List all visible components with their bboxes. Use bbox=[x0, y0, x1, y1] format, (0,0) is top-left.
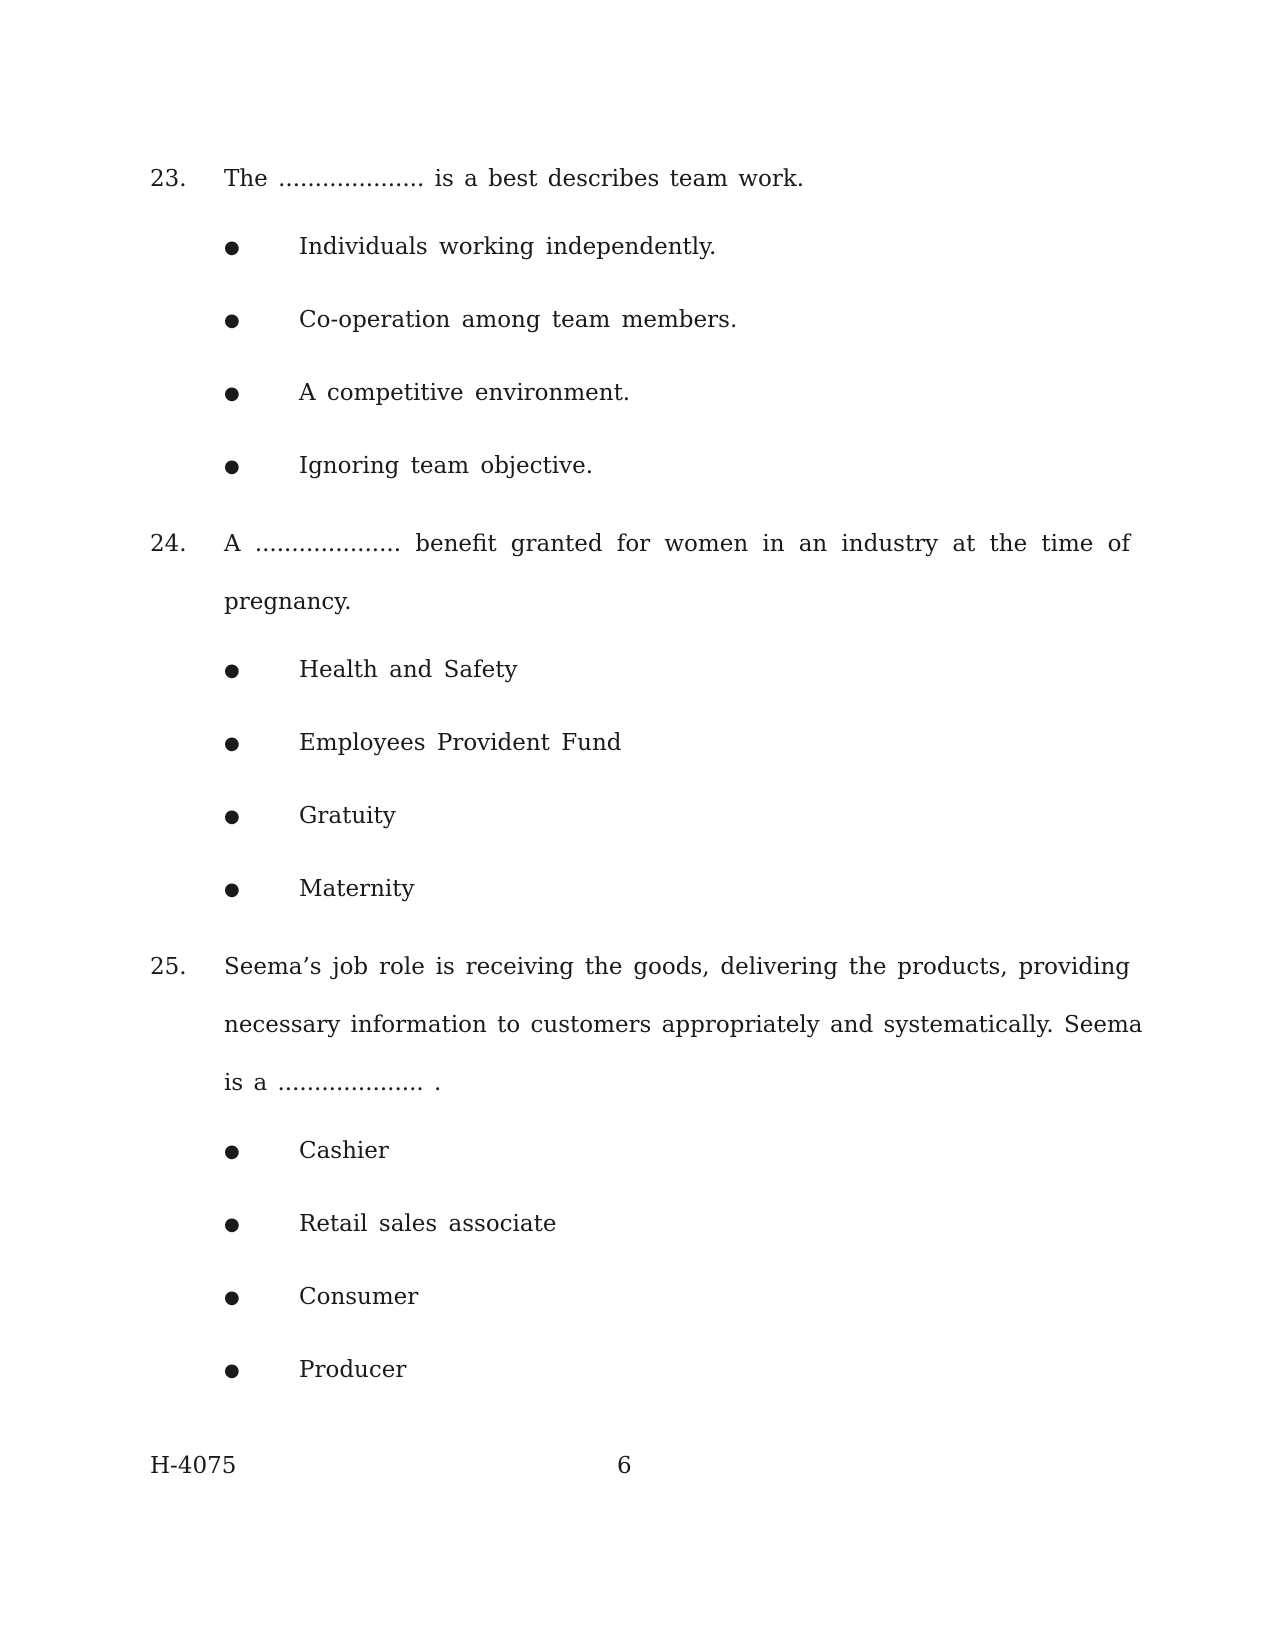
question-text-line: The .................... is a best describes team work. bbox=[224, 166, 805, 192]
option-item bbox=[150, 1188, 1130, 1261]
option-item bbox=[150, 430, 1130, 503]
option-label: Consumer bbox=[299, 1284, 419, 1310]
bullet-icon: ● bbox=[224, 1287, 240, 1308]
question-text bbox=[224, 515, 1130, 631]
option-item bbox=[150, 1261, 1130, 1334]
option-item bbox=[150, 1334, 1130, 1407]
page-number: 6 bbox=[617, 1453, 632, 1479]
bullet-icon: ● bbox=[224, 383, 240, 404]
option-item bbox=[150, 211, 1130, 284]
option-label: Cashier bbox=[299, 1138, 389, 1164]
bullet-icon: ● bbox=[224, 237, 240, 258]
option-label: Gratuity bbox=[299, 803, 396, 829]
option-item bbox=[150, 357, 1130, 430]
option-label: Producer bbox=[299, 1357, 407, 1383]
option-label: Employees Provident Fund bbox=[299, 730, 622, 756]
option-label: Retail sales associate bbox=[299, 1211, 557, 1237]
question-number: 23. bbox=[150, 166, 187, 192]
bullet-icon: ● bbox=[224, 456, 240, 477]
bullet-icon: ● bbox=[224, 660, 240, 681]
question-24 bbox=[150, 515, 1130, 926]
option-label: Ignoring team objective. bbox=[299, 453, 594, 479]
option-item bbox=[150, 853, 1130, 926]
question-text-line: Seema’s job role is receiving the goods, delivering the products, providing bbox=[224, 954, 1130, 980]
options-list bbox=[150, 634, 1130, 926]
option-label: Co-operation among team members. bbox=[299, 307, 738, 333]
option-item bbox=[150, 284, 1130, 357]
question-23 bbox=[150, 150, 1130, 503]
option-item bbox=[150, 780, 1130, 853]
bullet-icon: ● bbox=[224, 1214, 240, 1235]
option-item bbox=[150, 634, 1130, 707]
options-list bbox=[150, 211, 1130, 503]
question-text-line: A .................... benefit granted for women in an industry at the time of bbox=[224, 531, 1130, 557]
question-text-line: necessary information to customers appropriately and systematically. Seema bbox=[224, 1012, 1143, 1038]
option-label: Maternity bbox=[299, 876, 415, 902]
bullet-icon: ● bbox=[224, 1141, 240, 1162]
option-label: A competitive environment. bbox=[299, 380, 631, 406]
bullet-icon: ● bbox=[224, 733, 240, 754]
options-list bbox=[150, 1115, 1130, 1407]
bullet-icon: ● bbox=[224, 310, 240, 331]
bullet-icon: ● bbox=[224, 1360, 240, 1381]
bullet-icon: ● bbox=[224, 806, 240, 827]
question-number: 25. bbox=[150, 954, 187, 980]
question-text bbox=[224, 938, 1143, 1112]
question-25 bbox=[150, 938, 1143, 1407]
option-item bbox=[150, 707, 1130, 780]
question-number: 24. bbox=[150, 531, 187, 557]
question-text bbox=[224, 150, 1130, 208]
question-text-line: pregnancy. bbox=[224, 589, 352, 615]
option-item bbox=[150, 1115, 1130, 1188]
option-label: Individuals working independently. bbox=[299, 234, 717, 260]
question-text-line: is a .................... . bbox=[224, 1070, 442, 1096]
bullet-icon: ● bbox=[224, 879, 240, 900]
option-label: Health and Safety bbox=[299, 657, 518, 683]
paper-code: H-4075 bbox=[150, 1453, 237, 1479]
